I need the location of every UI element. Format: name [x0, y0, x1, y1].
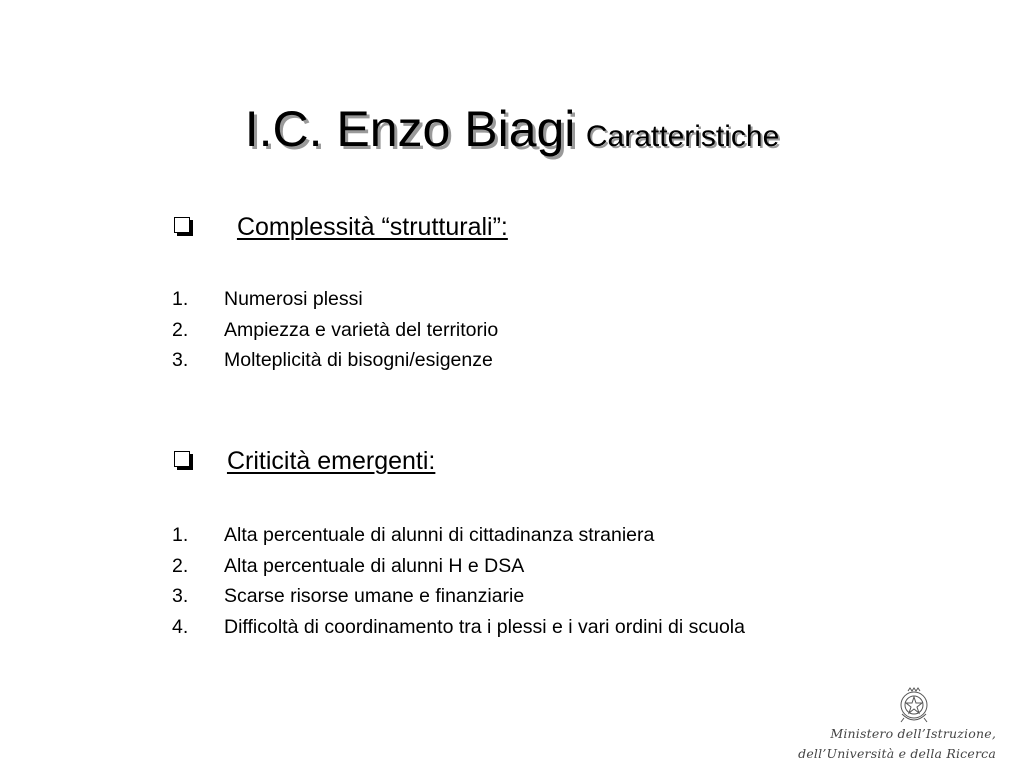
list-item-text: Scarse risorse umane e finanziarie — [224, 585, 525, 607]
title-subtitle: Caratteristiche — [585, 120, 780, 153]
critical-list — [172, 520, 852, 642]
list-item — [172, 284, 852, 315]
section-heading-structural — [174, 212, 508, 242]
list-item-number: 3. — [172, 585, 189, 607]
list-item-number: 3. — [172, 349, 189, 371]
title-main: I.C. Enzo Biagi — [244, 101, 576, 157]
list-item-text: Molteplicità di bisogni/esigenze — [224, 349, 493, 371]
list-item-text: Difficoltà di coordinamento tra i plessi e i vari ordini di scuola — [224, 615, 745, 638]
list-item-text: Alta percentuale di alunni di cittadinanza straniera — [224, 524, 655, 546]
ministry-name-line1: Ministero dell’Istruzione, — [830, 726, 996, 741]
list-item — [172, 520, 852, 551]
list-item-number: 4. — [172, 615, 189, 638]
list-item-number: 2. — [172, 554, 189, 577]
section-heading-text: Complessità “strutturali”: — [236, 213, 508, 241]
list-item-number: 2. — [172, 318, 189, 341]
list-item-number: 1. — [172, 524, 189, 546]
ministry-logo — [798, 686, 1008, 766]
list-item-number: 1. — [172, 288, 189, 310]
list-item-text: Alta percentuale di alunni H e DSA — [224, 554, 525, 577]
list-item — [172, 612, 852, 643]
slide-title — [0, 101, 1024, 157]
section-heading-critical — [174, 446, 435, 476]
list-item-text: Numerosi plessi — [224, 288, 363, 310]
checkbox-bullet-icon — [174, 217, 190, 233]
structural-list — [172, 284, 852, 376]
list-item — [172, 551, 852, 582]
list-item — [172, 345, 852, 376]
ministry-name-line2: dell’Università e della Ricerca — [798, 746, 996, 761]
checkbox-bullet-icon — [174, 451, 190, 467]
list-item — [172, 581, 852, 612]
republic-emblem-icon — [897, 686, 931, 726]
list-item — [172, 315, 852, 346]
list-item-text: Ampiezza e varietà del territorio — [224, 318, 499, 341]
section-heading-text: Criticità emergenti: — [226, 447, 436, 475]
